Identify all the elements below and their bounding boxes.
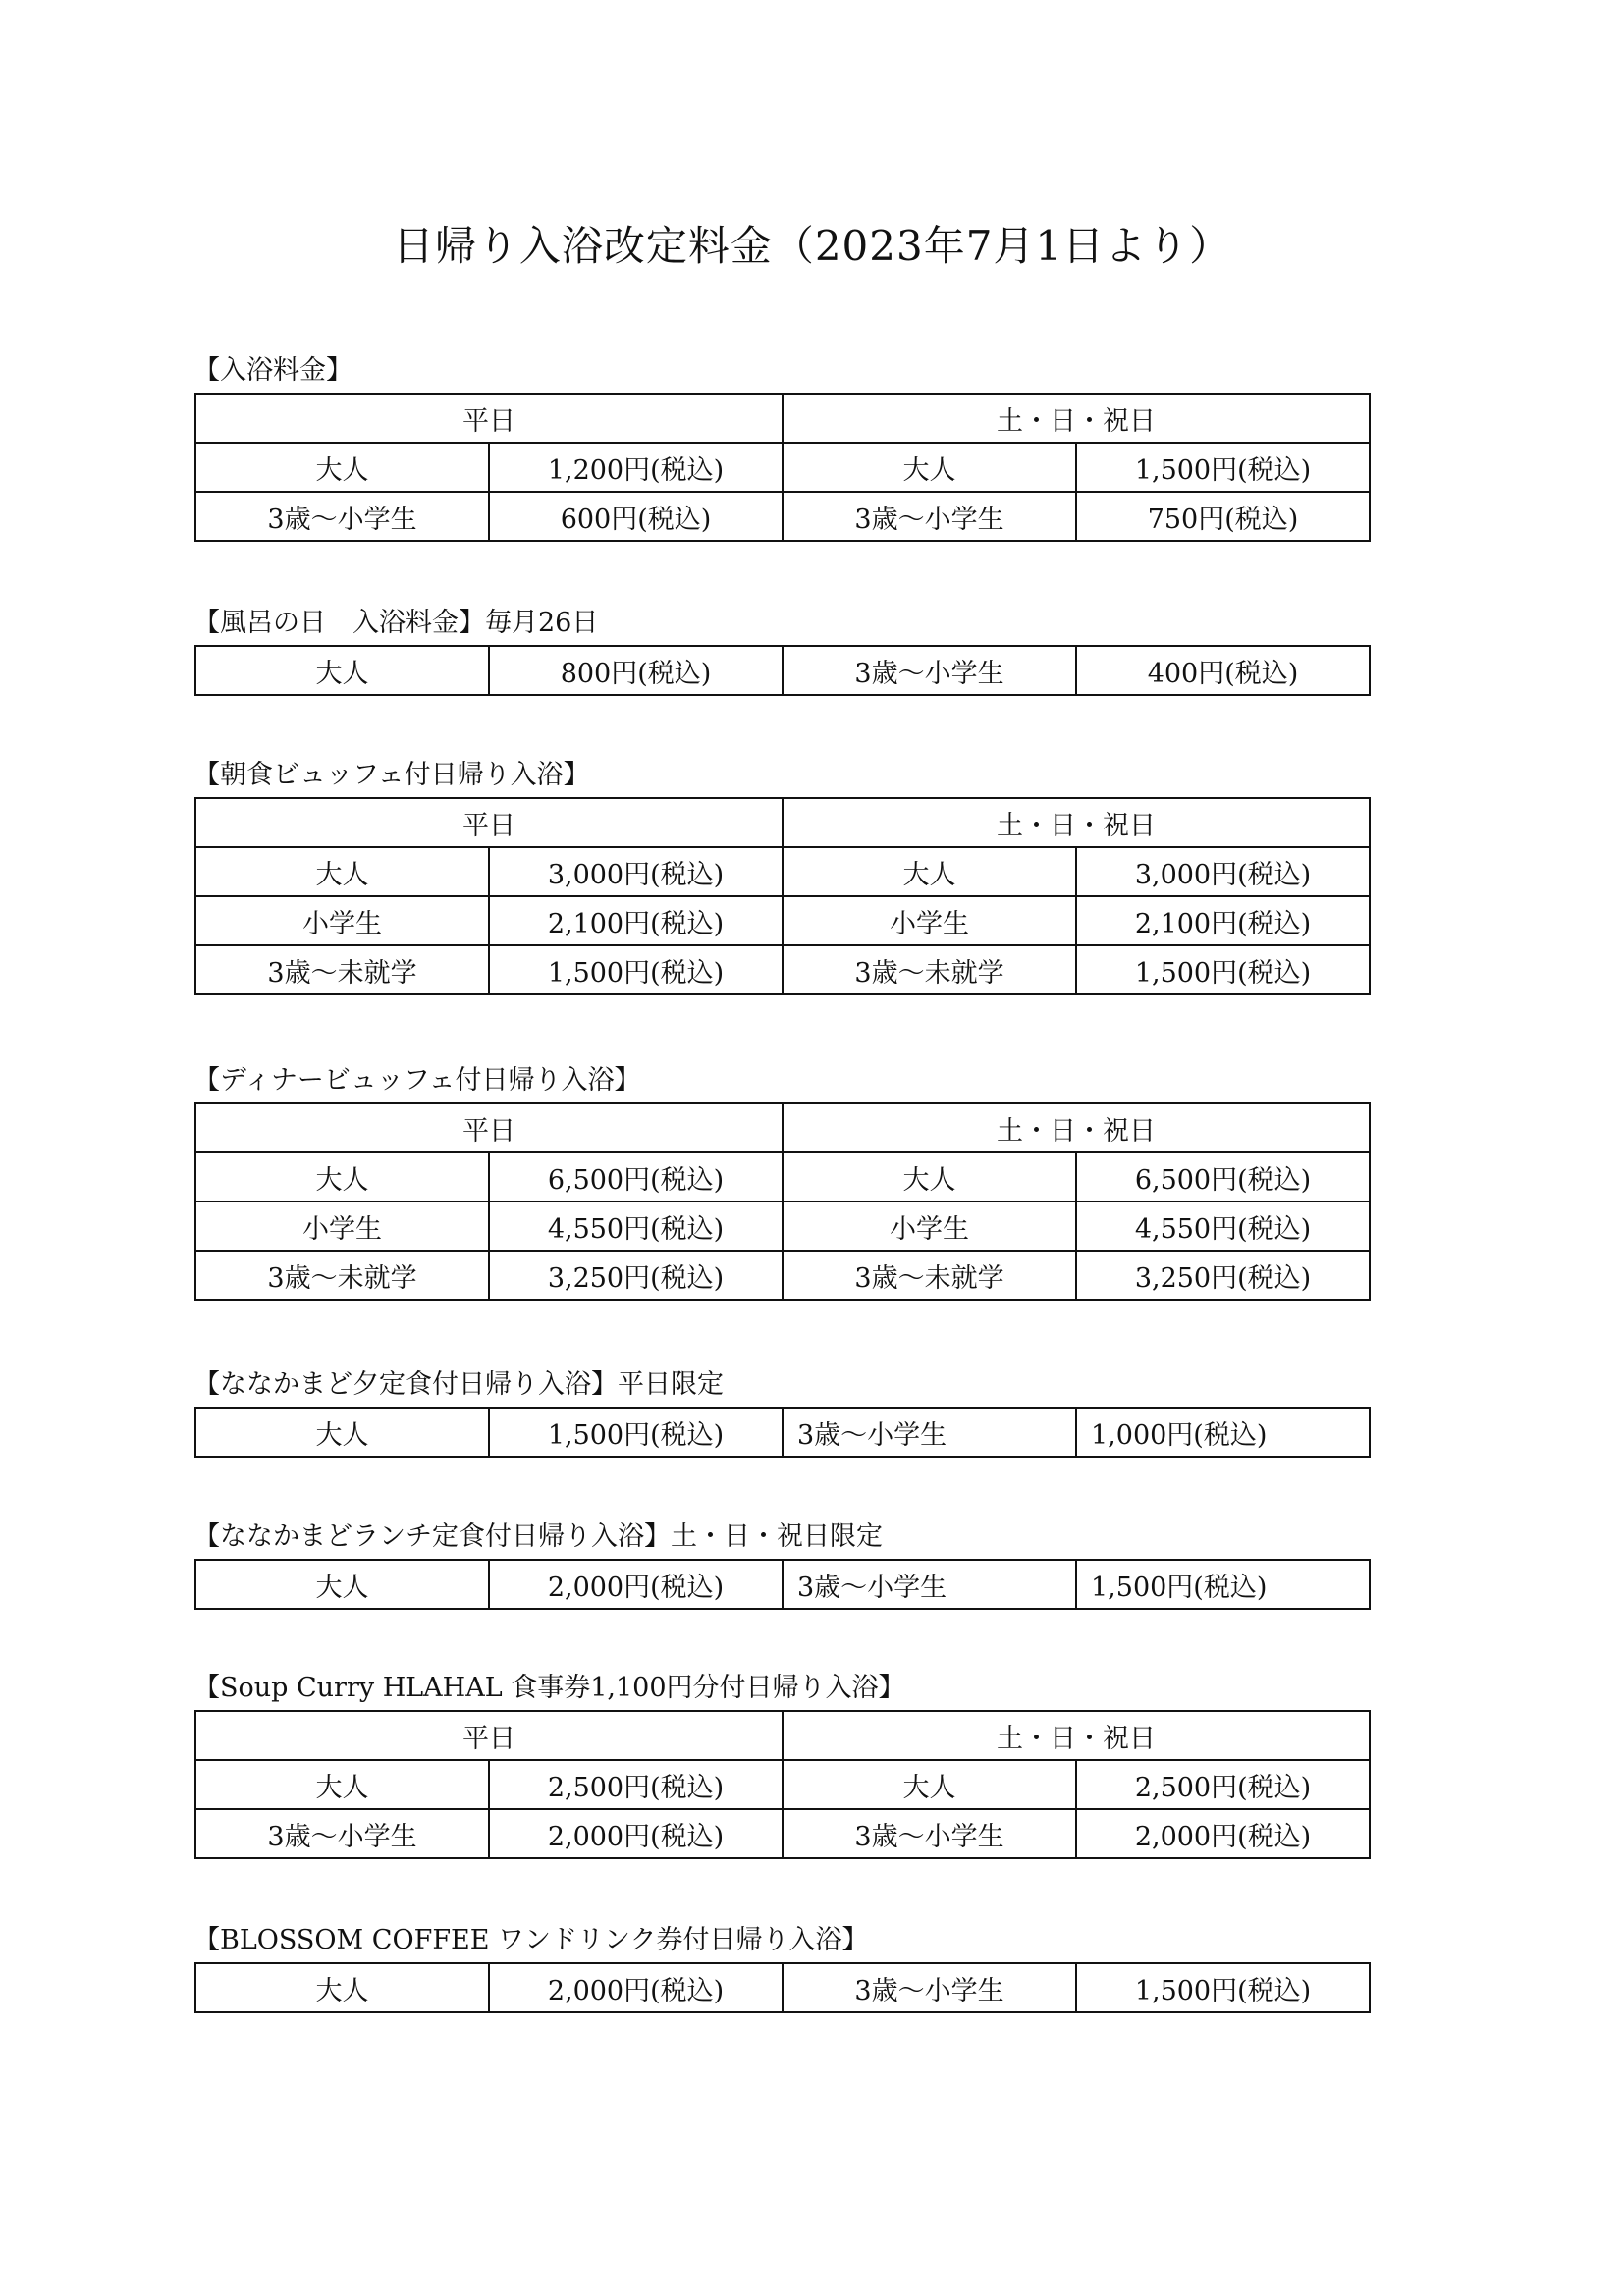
- table-row: [195, 1963, 1370, 2012]
- section-heading-bath-day: 【風呂の日 入浴料金】毎月26日: [193, 608, 599, 638]
- category-cell: 大人: [783, 443, 1076, 492]
- section-heading-dinner-buffet: 【ディナービュッフェ付日帰り入浴】: [193, 1065, 641, 1095]
- table-row: [195, 1251, 1370, 1300]
- category-cell: 大人: [195, 646, 489, 695]
- table-header-row: [195, 1103, 1370, 1152]
- price-cell: 2,500円(税込): [489, 1760, 783, 1809]
- price-cell: 2,500円(税込): [1076, 1760, 1370, 1809]
- category-cell: 3歳～小学生: [783, 1809, 1076, 1858]
- category-cell: 3歳～未就学: [783, 945, 1076, 994]
- price-cell: 1,500円(税込): [1076, 945, 1370, 994]
- category-cell: 大人: [783, 847, 1076, 896]
- table-row: [195, 945, 1370, 994]
- table-row: [195, 1809, 1370, 1858]
- price-cell: 800円(税込): [489, 646, 783, 695]
- price-cell: 1,200円(税込): [489, 443, 783, 492]
- header-weekend-holiday: 土・日・祝日: [783, 798, 1370, 847]
- category-cell: 小学生: [783, 1201, 1076, 1251]
- price-cell: 1,500円(税込): [1076, 1963, 1370, 2012]
- price-cell: 3,000円(税込): [489, 847, 783, 896]
- category-cell: 小学生: [195, 896, 489, 945]
- table-row: [195, 1152, 1370, 1201]
- table-header-row: [195, 1711, 1370, 1760]
- category-cell: 3歳～小学生: [195, 492, 489, 541]
- category-cell: 大人: [195, 1760, 489, 1809]
- table-header-row: [195, 798, 1370, 847]
- price-table-soup-curry: [194, 1710, 1371, 1859]
- category-cell: 3歳～小学生: [783, 1560, 1076, 1609]
- section-heading-blossom-coffee: 【BLOSSOM COFFEE ワンドリンク券付日帰り入浴】: [193, 1925, 869, 1955]
- price-table-blossom-coffee: [194, 1962, 1371, 2013]
- price-table-nanakamado-dinner-set: [194, 1407, 1371, 1458]
- header-weekend-holiday: 土・日・祝日: [783, 1711, 1370, 1760]
- table-row: [195, 646, 1370, 695]
- category-cell: 3歳～小学生: [783, 1963, 1076, 2012]
- category-cell: 3歳～未就学: [195, 1251, 489, 1300]
- price-cell: 4,550円(税込): [1076, 1201, 1370, 1251]
- price-cell: 1,500円(税込): [489, 945, 783, 994]
- price-cell: 6,500円(税込): [489, 1152, 783, 1201]
- table-row: [195, 847, 1370, 896]
- section-heading-bathing-fee: 【入浴料金】: [193, 355, 352, 386]
- header-weekday: 平日: [195, 798, 783, 847]
- category-cell: 小学生: [783, 896, 1076, 945]
- header-weekend-holiday: 土・日・祝日: [783, 1103, 1370, 1152]
- table-row: [195, 1408, 1370, 1457]
- price-cell: 3,000円(税込): [1076, 847, 1370, 896]
- header-weekday: 平日: [195, 394, 783, 443]
- category-cell: 大人: [195, 847, 489, 896]
- table-header-row: [195, 394, 1370, 443]
- category-cell: 大人: [195, 443, 489, 492]
- price-table-nanakamado-lunch-set: [194, 1559, 1371, 1610]
- section-heading-breakfast-buffet: 【朝食ビュッフェ付日帰り入浴】: [193, 760, 590, 790]
- header-weekend-holiday: 土・日・祝日: [783, 394, 1370, 443]
- section-heading-soup-curry: 【Soup Curry HLAHAL 食事券1,100円分付日帰り入浴】: [193, 1673, 905, 1703]
- price-table-breakfast-buffet: [194, 797, 1371, 995]
- price-cell: 400円(税込): [1076, 646, 1370, 695]
- table-row: [195, 1201, 1370, 1251]
- price-cell: 2,100円(税込): [1076, 896, 1370, 945]
- price-table-bathing-fee: [194, 393, 1371, 542]
- category-cell: 大人: [195, 1560, 489, 1609]
- price-table-bath-day: [194, 645, 1371, 696]
- category-cell: 3歳～未就学: [783, 1251, 1076, 1300]
- section-heading-nanakamado-lunch-set: 【ななかまどランチ定食付日帰り入浴】土・日・祝日限定: [193, 1522, 883, 1552]
- price-cell: 2,000円(税込): [1076, 1809, 1370, 1858]
- table-row: [195, 492, 1370, 541]
- price-cell: 2,000円(税込): [489, 1963, 783, 2012]
- category-cell: 3歳～未就学: [195, 945, 489, 994]
- category-cell: 大人: [783, 1760, 1076, 1809]
- price-cell: 6,500円(税込): [1076, 1152, 1370, 1201]
- category-cell: 3歳～小学生: [783, 1408, 1076, 1457]
- category-cell: 大人: [195, 1152, 489, 1201]
- price-cell: 1,500円(税込): [1076, 443, 1370, 492]
- header-weekday: 平日: [195, 1711, 783, 1760]
- table-row: [195, 1760, 1370, 1809]
- price-cell: 4,550円(税込): [489, 1201, 783, 1251]
- price-cell: 2,000円(税込): [489, 1809, 783, 1858]
- price-cell: 3,250円(税込): [489, 1251, 783, 1300]
- category-cell: 大人: [195, 1963, 489, 2012]
- price-cell: 3,250円(税込): [1076, 1251, 1370, 1300]
- price-cell: 750円(税込): [1076, 492, 1370, 541]
- table-row: [195, 896, 1370, 945]
- price-cell: 2,100円(税込): [489, 896, 783, 945]
- price-cell: 2,000円(税込): [489, 1560, 783, 1609]
- price-cell: 1,500円(税込): [489, 1408, 783, 1457]
- header-weekday: 平日: [195, 1103, 783, 1152]
- category-cell: 3歳～小学生: [195, 1809, 489, 1858]
- category-cell: 3歳～小学生: [783, 646, 1076, 695]
- price-table-dinner-buffet: [194, 1102, 1371, 1301]
- table-row: [195, 443, 1370, 492]
- price-cell: 600円(税込): [489, 492, 783, 541]
- category-cell: 3歳～小学生: [783, 492, 1076, 541]
- category-cell: 大人: [195, 1408, 489, 1457]
- price-cell: 1,000円(税込): [1076, 1408, 1370, 1457]
- category-cell: 大人: [783, 1152, 1076, 1201]
- category-cell: 小学生: [195, 1201, 489, 1251]
- section-heading-nanakamado-dinner-set: 【ななかまど夕定食付日帰り入浴】平日限定: [193, 1369, 724, 1400]
- page-title: 日帰り入浴改定料金（2023年7月1日より）: [392, 222, 1232, 270]
- price-cell: 1,500円(税込): [1076, 1560, 1370, 1609]
- table-row: [195, 1560, 1370, 1609]
